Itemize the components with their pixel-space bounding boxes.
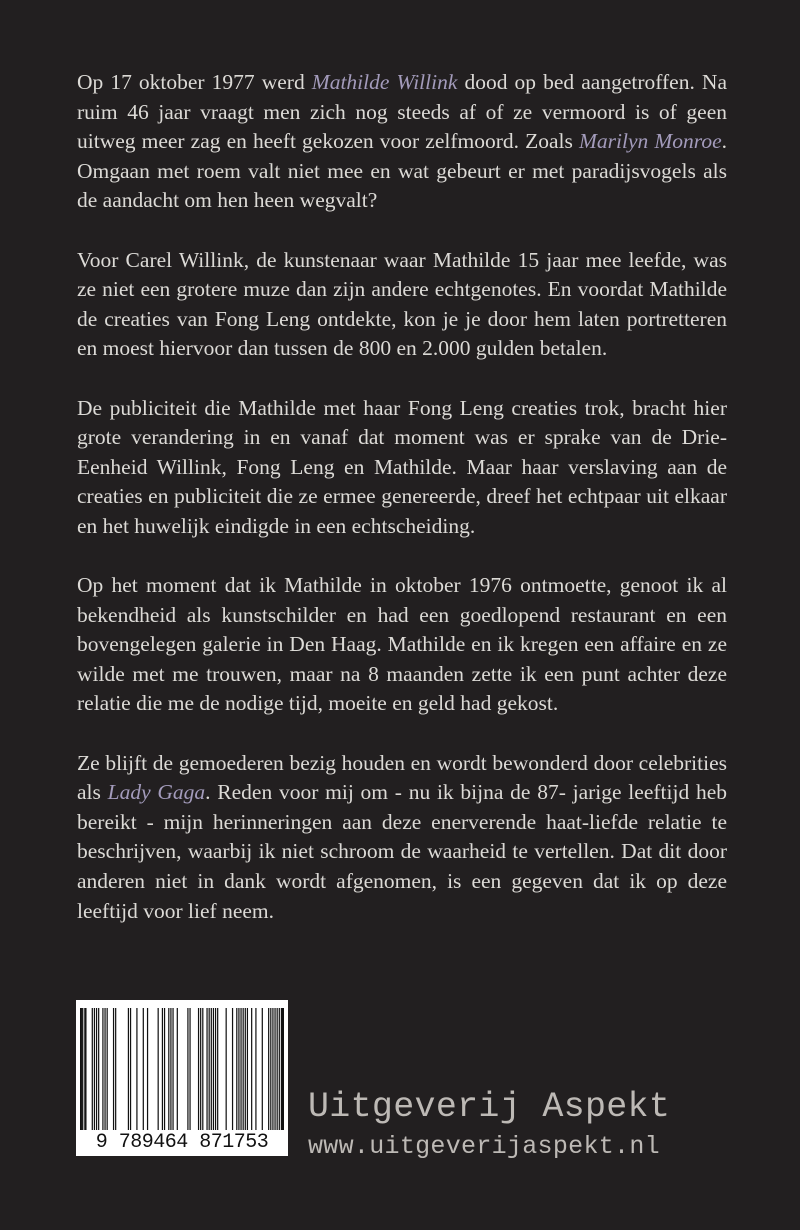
blurb-text: Ze blijft de gemoederen bezig houden en wordt bewonderd door celebrities als xyxy=(77,750,727,805)
blurb-paragraph-4: Op het moment dat ik Mathilde in oktober 1976 ontmoette, genoot ik al bekendheid als kunstschilder en had een goedlopend restaurant en een bovengelegen galerie in Den Haag. Mathilde en ik kregen een affaire en ze wilde met me trouwen, maar na 8 maanden zette ik een punt achter deze relatie die me de nodige tijd, moeite en geld had gekost. xyxy=(77,573,727,716)
barcode-bar xyxy=(282,1008,283,1130)
barcode-bar xyxy=(102,1008,103,1130)
name-highlight: Marilyn Monroe xyxy=(578,129,722,154)
publisher-name: Uitgeverij Aspekt xyxy=(308,1087,671,1127)
barcode-bar xyxy=(272,1008,273,1130)
publisher-url: www.uitgeverijaspekt.nl xyxy=(308,1132,660,1161)
barcode-bar xyxy=(130,1008,131,1130)
barcode-bar xyxy=(172,1008,173,1130)
barcode-bar xyxy=(82,1008,83,1130)
barcode-bar xyxy=(128,1008,129,1130)
barcode-bar xyxy=(215,1008,216,1130)
barcode-bar xyxy=(189,1008,190,1130)
barcode-bar xyxy=(85,1008,86,1130)
isbn-number: 9 789464 871753 xyxy=(95,1131,269,1154)
barcode-bar xyxy=(92,1008,93,1130)
barcode-bar xyxy=(147,1008,148,1130)
barcode-bar xyxy=(198,1008,199,1130)
barcode-bar xyxy=(80,1008,81,1130)
barcode-bar xyxy=(164,1008,165,1130)
barcode-bar xyxy=(238,1008,239,1130)
barcode-bar xyxy=(104,1008,105,1130)
barcode-bar xyxy=(96,1008,97,1130)
barcode-bar xyxy=(226,1008,227,1130)
barcode-bar xyxy=(143,1008,144,1130)
blurb-text: Op 17 oktober 1977 werd xyxy=(77,70,312,94)
barcode-bar xyxy=(98,1008,99,1130)
barcode-bar xyxy=(277,1008,278,1130)
barcode-bars xyxy=(80,1008,284,1130)
barcode-bar xyxy=(283,1008,284,1130)
back-cover-blurb xyxy=(77,68,727,956)
blurb-paragraph-1 xyxy=(77,68,727,216)
barcode-bar xyxy=(115,1008,116,1130)
blurb-paragraph-5 xyxy=(77,749,727,927)
barcode-bar xyxy=(211,1008,212,1130)
barcode-bar xyxy=(213,1008,214,1130)
barcode-bar xyxy=(162,1008,163,1130)
barcode-bar xyxy=(94,1008,95,1130)
barcode-bar xyxy=(274,1008,275,1130)
barcode-bar xyxy=(251,1008,252,1130)
barcode-bar xyxy=(170,1008,171,1130)
barcode-bar xyxy=(217,1008,218,1130)
barcode-bar xyxy=(279,1008,280,1130)
barcode-bar xyxy=(200,1008,201,1130)
publisher-block xyxy=(308,1082,728,1162)
name-highlight: Lady Gaga xyxy=(107,780,206,805)
barcode-bar xyxy=(281,1008,282,1130)
barcode-bar xyxy=(262,1008,263,1130)
blurb-text: . Omgaan met roem valt niet mee en wat gebeurt er met paradijsvogels als de aandacht om hen heen wegvalt? xyxy=(77,129,727,213)
barcode-bar xyxy=(168,1008,169,1130)
barcode-bar xyxy=(136,1008,137,1130)
barcode-bar xyxy=(81,1008,82,1130)
barcode-bar xyxy=(177,1008,178,1130)
barcode-bar xyxy=(240,1008,241,1130)
blurb-text: dood op bed aangetroffen. Na ruim 46 jaar vraagt men zich nog steeds af of ze vermoord is of geen uitweg meer zag en heeft gekozen voor zelfmoord. Zoals xyxy=(77,70,727,154)
blurb-paragraph-3: De publiciteit die Mathilde met haar Fong Leng creaties trok, bracht hier grote verandering in en vanaf dat moment was er sprake van de Drie-Eenheid Willink, Fong Leng en Mathilde. Maar haar verslaving aan de creaties en publiciteit die ze ermee genereerde, dreef het echtpaar uit elkaar en het huwelijk eindigde in een echtscheiding. xyxy=(77,395,727,538)
barcode-bar xyxy=(232,1008,233,1130)
barcode-bar xyxy=(270,1008,271,1130)
barcode-bar xyxy=(158,1008,159,1130)
barcode-bar xyxy=(84,1008,85,1130)
barcode-bar xyxy=(245,1008,246,1130)
name-highlight: Mathilde Willink xyxy=(311,70,458,94)
barcode-bar xyxy=(255,1008,256,1130)
barcode-bar xyxy=(107,1008,108,1130)
barcode-bar xyxy=(187,1008,188,1130)
barcode-bar xyxy=(243,1008,244,1130)
barcode-bar xyxy=(236,1008,237,1130)
barcode-bar xyxy=(209,1008,210,1130)
barcode-bar xyxy=(202,1008,203,1130)
isbn-barcode xyxy=(76,1000,288,1156)
barcode-bar xyxy=(247,1008,248,1130)
blurb-paragraph-2: Voor Carel Willink, de kunstenaar waar Mathilde 15 jaar mee leefde, was ze niet een grotere muze dan zijn andere echtgenotes. En voordat Mathilde de creaties van Fong Leng ontdekte, kon je je door hem laten portretteren en moest hiervoor dan tussen de 800 en 2.000 gulden betalen. xyxy=(77,247,727,361)
barcode-bar xyxy=(206,1008,207,1130)
barcode-bar xyxy=(113,1008,114,1130)
barcode-bar xyxy=(268,1008,269,1130)
blurb-text: . Reden voor mij om - nu ik bijna de 87- jarige leeftijd heb bereikt - mijn herinneringen aan deze enerverende haat-liefde relatie te beschrijven, waarbij ik niet schroom de waarheid te vertellen. Dat dit door anderen niet in dank wordt afgenomen, is een gegeven dat ik op deze leeftijd voor lief neem. xyxy=(77,780,727,923)
